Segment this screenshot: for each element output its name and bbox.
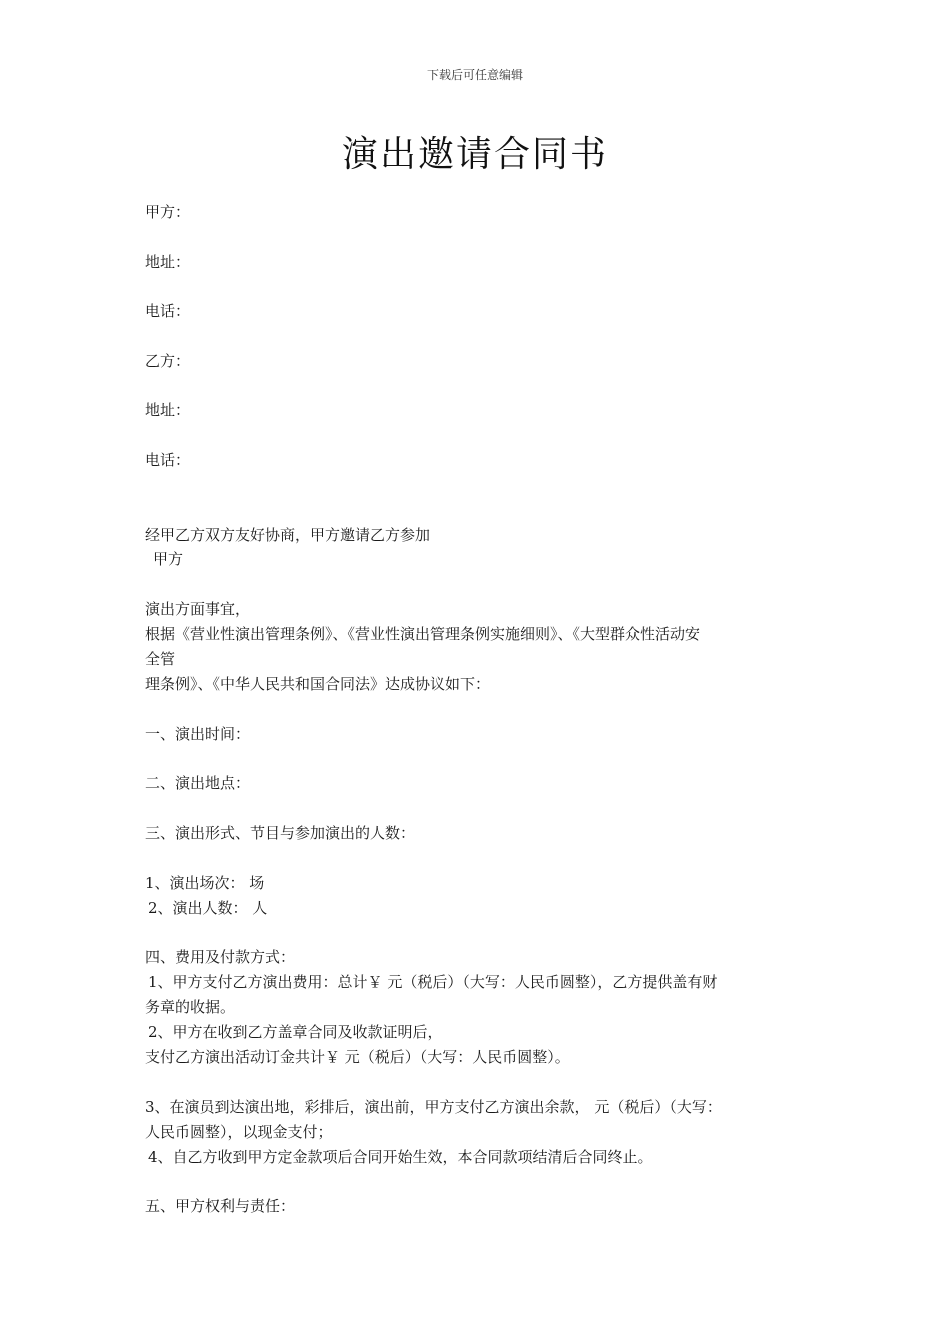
party-b-phone: 电话： [145, 451, 191, 469]
intro-line-4: 根据《营业性演出管理条例》、《营业性演出管理条例实施细则》、《大型群众性活动安 [145, 625, 701, 643]
section-3-item-1: 1、演出场次： 场 [145, 874, 265, 892]
section-4-item-1b: 务章的收据。 [145, 998, 236, 1016]
section-3-heading: 三、演出形式、节目与参加演出的人数： [145, 824, 416, 842]
party-b-address: 地址： [145, 401, 191, 419]
section-4-item-1a: 1、甲方支付乙方演出费用：总计￥ 元（税后）（大写：人民币圆整），乙方提供盖有财 [148, 973, 718, 991]
intro-line-1: 经甲乙方双方友好协商，甲方邀请乙方参加 [145, 526, 431, 544]
section-5-heading: 五、甲方权利与责任： [145, 1197, 296, 1215]
section-1-heading: 一、演出时间： [145, 725, 251, 743]
document-title: 演出邀请合同书 [341, 134, 608, 175]
section-4-item-2a: 2、甲方在收到乙方盖章合同及收款证明后， [148, 1023, 443, 1041]
header-note: 下载后可任意编辑 [426, 68, 523, 82]
section-4-item-2b: 支付乙方演出活动订金共计￥ 元（税后）（大写：人民币圆整）。 [145, 1048, 570, 1066]
section-4-heading: 四、费用及付款方式： [145, 948, 296, 966]
party-a-label: 甲方： [145, 203, 191, 221]
intro-line-5: 全管 [145, 650, 176, 668]
party-a-address: 地址： [145, 253, 191, 271]
intro-line-2: 甲方 [153, 550, 184, 568]
party-a-phone: 电话： [145, 302, 191, 320]
party-b-label: 乙方： [145, 352, 191, 370]
section-2-heading: 二、演出地点： [145, 774, 251, 792]
intro-line-3: 演出方面事宜， [145, 600, 251, 618]
section-3-item-2: 2、演出人数： 人 [148, 899, 268, 917]
intro-line-6: 理条例》、《中华人民共和国合同法》达成协议如下： [145, 675, 491, 693]
section-4-item-4: 4、自乙方收到甲方定金款项后合同开始生效，本合同款项结清后合同终止。 [148, 1148, 653, 1166]
section-4-item-3a: 3、在演员到达演出地，彩排后，演出前，甲方支付乙方演出余款， 元（税后）（大写： [145, 1098, 722, 1116]
section-4-item-3b: 人民币圆整），以现金支付； [145, 1123, 333, 1141]
